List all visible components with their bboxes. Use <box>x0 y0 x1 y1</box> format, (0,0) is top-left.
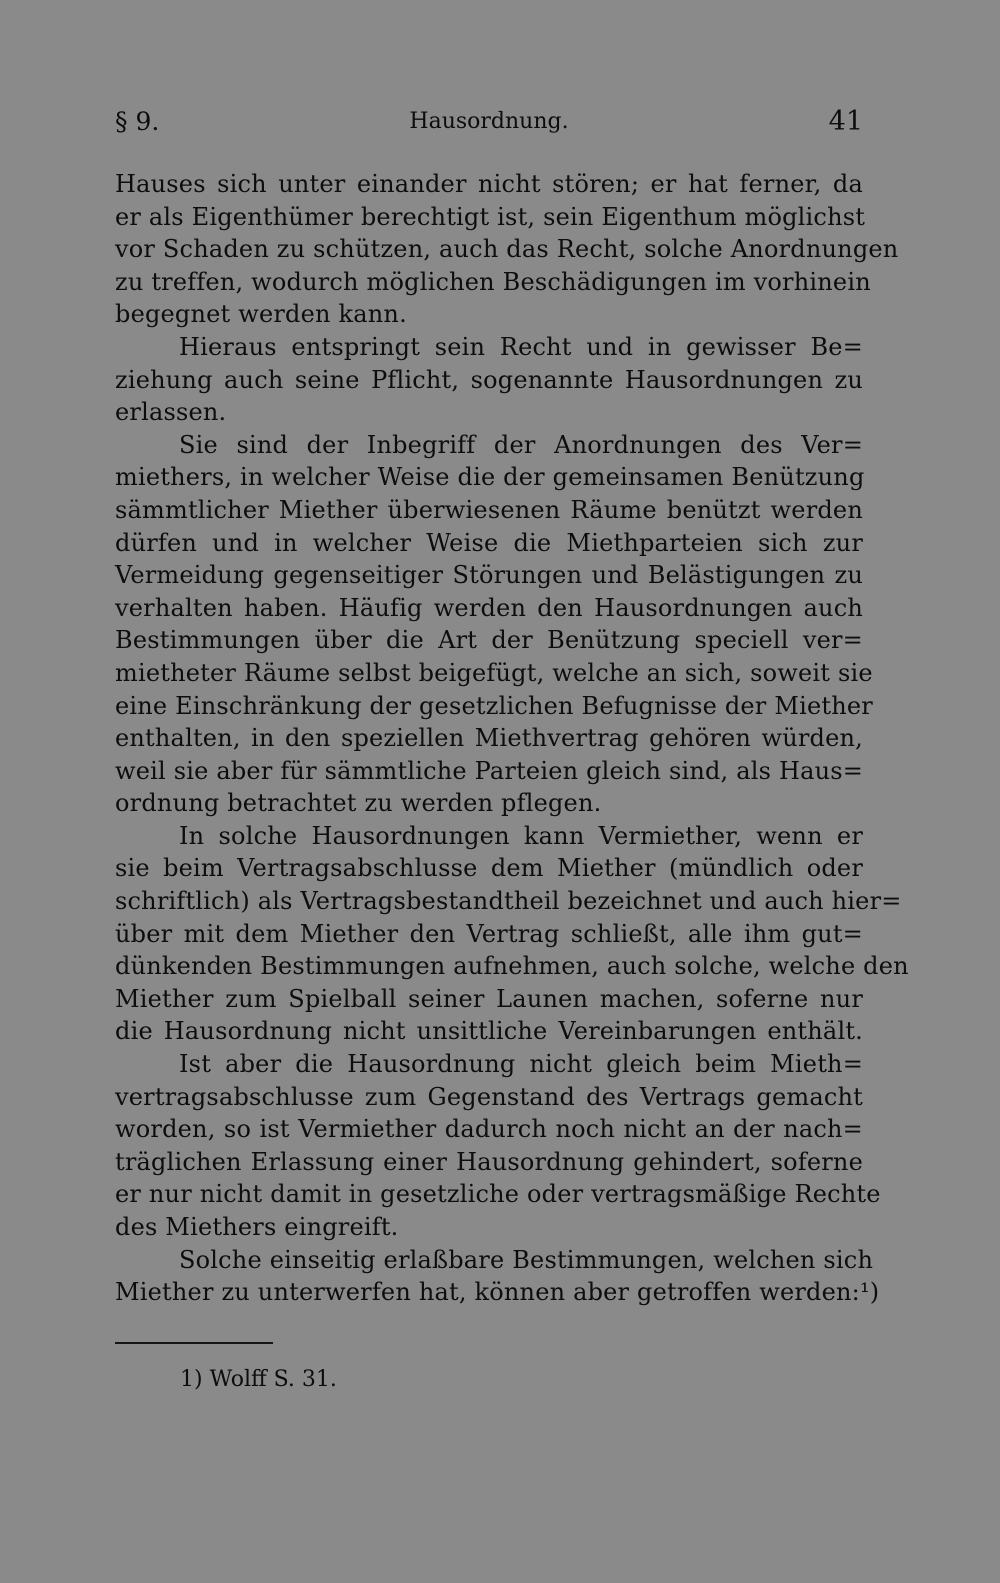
paragraph-first-line: In solche Hausordnungen kann Vermiether, wenn er <box>179 821 863 850</box>
text-line: dünkenden Bestimmungen aufnehmen, auch solche, welche den <box>115 952 909 981</box>
body-text <box>115 168 909 1309</box>
text-line: Miether zum Spielball seiner Launen machen, soferne nur <box>115 984 863 1013</box>
paragraph-first-line: Ist aber die Hausordnung nicht gleich beim Mieth= <box>179 1050 863 1079</box>
text-line: mietheter Räume selbst beigefügt, welche an sich, soweit sie <box>115 658 873 687</box>
running-title: Hausordnung. <box>409 109 569 134</box>
text-line: zu treffen, wodurch möglichen Beschädigungen im vorhinein <box>115 267 871 296</box>
text-line: die Hausordnung nicht unsittliche Vereinbarungen enthält. <box>115 1017 863 1046</box>
text-line: vertragsabschlusse zum Gegenstand des Vertrags gemacht <box>115 1082 863 1111</box>
text-line: Hauses sich unter einander nicht stören; er hat ferner, da <box>115 170 863 198</box>
page-number: 41 <box>828 106 863 137</box>
text-line: miethers, in welcher Weise die der gemeinsamen Benützung <box>115 463 865 492</box>
section-number: § 9. <box>115 107 160 136</box>
text-line: eine Einschränkung der gesetzlichen Befugnisse der Miether <box>115 691 873 720</box>
text-line: Miether zu unterwerfen hat, können aber getroffen werden:¹) <box>115 1278 880 1307</box>
text-line: träglichen Erlassung einer Hausordnung gehindert, soferne <box>115 1147 863 1176</box>
text-line: verhalten haben. Häufig werden den Hausordnungen auch <box>115 593 863 622</box>
text-line: begegnet werden kann. <box>115 300 407 329</box>
footnote-rule <box>115 1342 273 1344</box>
paragraph-first-line: Solche einseitig erlaßbare Bestimmungen, welchen sich <box>179 1245 874 1274</box>
text-line: weil sie aber für sämmtliche Parteien gleich sind, als Haus= <box>115 756 864 785</box>
text-line: des Miethers eingreift. <box>115 1213 399 1241</box>
text-line: Bestimmungen über die Art der Benützung speciell ver= <box>115 626 863 655</box>
paragraph-first-line: Hieraus entspringt sein Recht und in gewisser Be= <box>179 332 863 361</box>
text-line: er als Eigenthümer berechtigt ist, sein Eigenthum möglichst <box>115 202 866 231</box>
text-line: ziehung auch seine Pflicht, sogenannte Hausordnungen zu <box>115 365 863 394</box>
text-line: enthalten, in den speziellen Miethvertrag gehören würden, <box>115 724 863 753</box>
text-line: dürfen und in welcher Weise die Miethparteien sich zur <box>115 528 863 557</box>
text-line: über mit dem Miether den Vertrag schließt, alle ihm gut= <box>115 919 863 948</box>
footnote: 1) Wolff S. 31. <box>180 1367 337 1392</box>
text-line: vor Schaden zu schützen, auch das Recht, solche Anordnungen <box>115 235 899 264</box>
text-line: erlassen. <box>115 398 227 427</box>
text-line: er nur nicht damit in gesetzliche oder vertragsmäßige Rechte <box>115 1180 881 1209</box>
text-line: sämmtlicher Miether überwiesenen Räume benützt werden <box>115 495 863 524</box>
text-line: ordnung betrachtet zu werden pflegen. <box>115 789 602 818</box>
text-line: schriftlich) als Vertragsbestandtheil bezeichnet und auch hier= <box>115 887 902 916</box>
paragraph-first-line: Sie sind der Inbegriff der Anordnungen des Ver= <box>179 430 863 459</box>
text-line: Vermeidung gegenseitiger Störungen und Belästigungen zu <box>115 561 863 590</box>
text-line: sie beim Vertragsabschlusse dem Miether (mündlich oder <box>115 854 863 883</box>
running-head <box>115 102 863 142</box>
text-line: worden, so ist Vermiether dadurch noch nicht an der nach= <box>115 1115 863 1144</box>
